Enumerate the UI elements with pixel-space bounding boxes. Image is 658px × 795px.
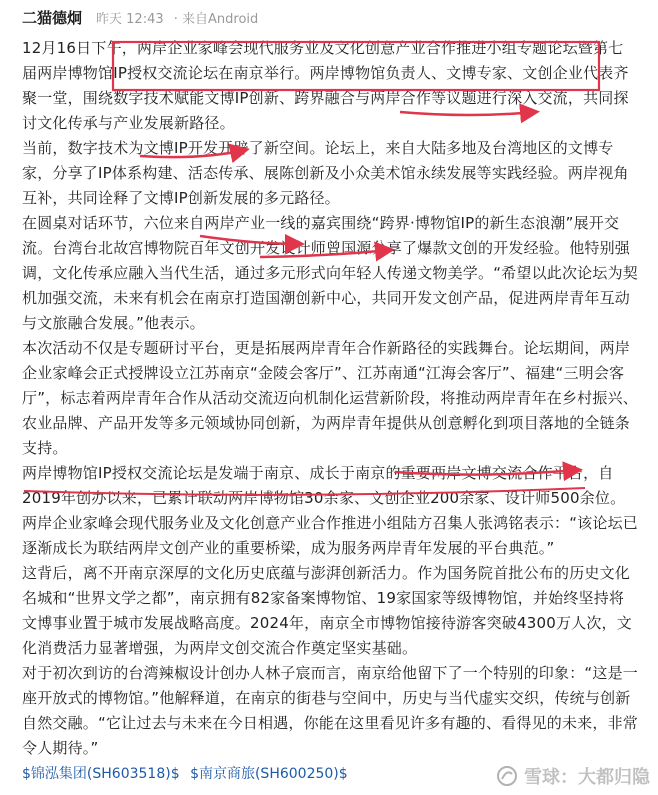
paragraph-2: 当前，数字技术为文博IP开发开辟了新空间。论坛上，来自大陆多地及台湾地区的文博专家，分享了IP体系构建、活态传承、展陈创新及小众美术馆永续发展等实践经验。两岸视角互补，共同诠释了文博IP创新发展的多元路径。 [22, 139, 629, 207]
paragraph-5: 两岸博物馆IP授权交流论坛是发端于南京、成长于南京的重要两岸文博交流合作平台，自2019年创办以来，已累计联动两岸博物馆30余家、文创企业200余家、设计师500余位。两岸企业家峰会现代服务业及文化创意产业合作推进小组陆方召集人张鸿铭表示：“该论坛已逐渐成长为联结两岸文创产业的重要桥梁，成为服务两岸青年发展的平台典范。” [22, 464, 638, 557]
paragraph-6: 这背后，离不开南京深厚的文化历史底蕴与澎湃创新活力。作为国务院首批公布的历史文化名城和“世界文学之都”，南京拥有82家备案博物馆、19家国家等级博物馆，并始终坚持将文博事业置于城市发展战略高度。2024年，南京全市博物馆接待游客突破4300万人次，文化消费活力显著增强，为两岸文创交流合作奠定坚实基础。 [22, 564, 632, 657]
stock-tag-2[interactable]: $南京商旅(SH600250)$ [190, 766, 348, 782]
watermark-text: 雪球：大都归隐 [524, 767, 650, 788]
post-body [22, 36, 638, 761]
post-source: · 来自Android [173, 11, 259, 27]
paragraph-1: 12月16日下午，两岸企业家峰会现代服务业及文化创意产业合作推进小组专题论坛暨第七届两岸博物馆IP授权交流论坛在南京举行。两岸博物馆负责人、文博专家、文创企业代表齐聚一堂，围绕数字技术赋能文博IP创新、跨界融合与两岸合作等议题进行深入交流，共同探讨文化传承与产业发展新路径。 [22, 39, 629, 132]
paragraph-7: 对于初次到访的台湾辣椒设计创办人林子宸而言，南京给他留下了一个特别的印象：“这是一座开放式的博物馆。”他解释道，在南京的街巷与空间中，历史与当代虚实交织，传统与创新自然交融。“它让过去与未来在今日相遇，你能在这里看见许多有趣的、看得见的未来，非常令人期待。” [22, 664, 638, 757]
watermark [496, 763, 650, 789]
author-name[interactable]: 二猫德炯 [22, 8, 83, 27]
paragraph-3: 在圆桌对话环节，六位来自两岸产业一线的嘉宾围绕“跨界·博物馆IP的新生态浪潮”展开交流。台湾台北故宫博物院百年文创开发设计师曾国源分享了爆款文创的开发经验。他特别强调，文化传承应融入当代生活，通过多元形式向年轻人传递文物美学。“希望以此次论坛为契机加强交流，未来有机会在南京打造国潮创新中心，共同开发文创产品，促进两岸青年互动与文旅融合发展。”他表示。 [22, 214, 638, 332]
stock-tag-1[interactable]: $锦泓集团(SH603518)$ [22, 766, 180, 782]
post-header [0, 0, 658, 34]
paragraph-4: 本次活动不仅是专题研讨平台，更是拓展两岸青年合作新路径的实践舞台。论坛期间，两岸企业家峰会正式授牌设立江苏南京“金陵会客厅”、江苏南通“江海会客厅”、福建“三明会客厅”，标志着两岸青年合作从活动交流迈向机制化运营新阶段，将推动两岸青年在乡村振兴、农业品牌、产品开发等多元领域协同创新，为两岸青年提供从创意孵化到项目落地的全链条支持。 [22, 339, 638, 457]
stock-tags [22, 764, 348, 784]
xueqiu-logo-icon [496, 765, 518, 787]
post-meta [96, 8, 258, 27]
post-time: 昨天 12:43 [96, 11, 164, 27]
